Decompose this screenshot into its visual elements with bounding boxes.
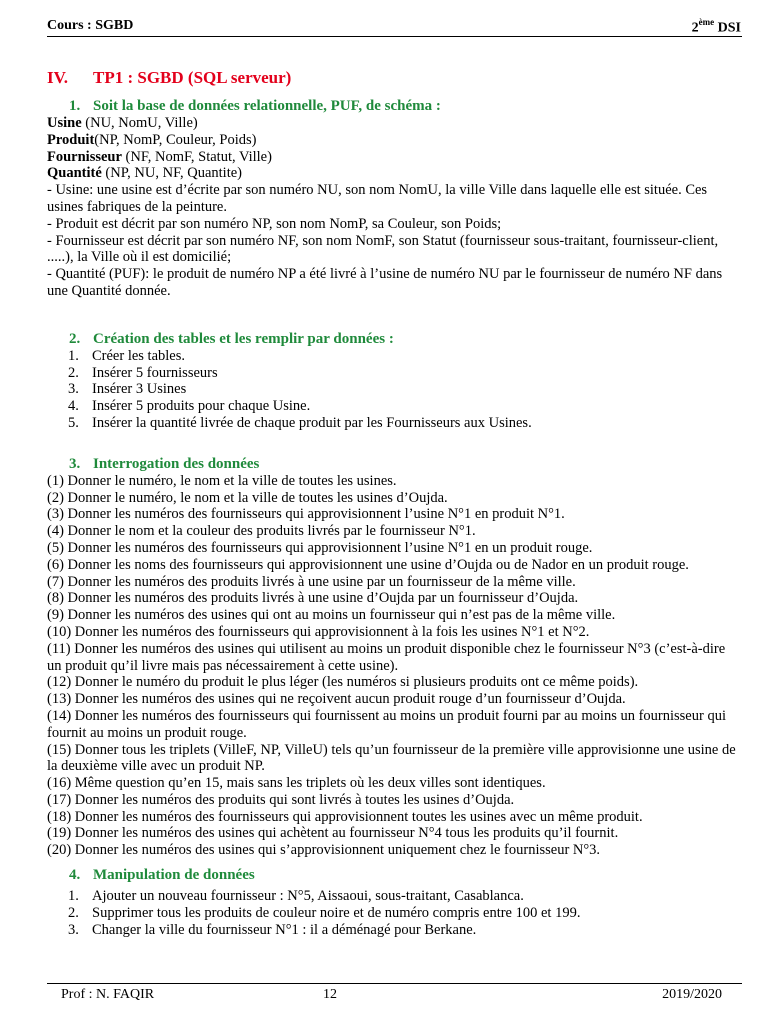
query-item: (1) Donner le numéro, le nom et la ville de toutes les usines. [47,472,397,489]
subsection-4-heading: 4. Manipulation de données [69,867,255,884]
page-number: 12 [323,987,337,1002]
query-item: (11) Donner les numéros des usines qui utilisent au moins un produit disponible chez le fournisseur N°3 (c’est-à-dire un produit qu’il livre mais pas nécessairement à cette usine). [47,640,726,674]
schema-line: Quantité (NP, NU, NF, Quantite) [47,165,242,182]
course-title: Cours : SGBD [47,18,134,33]
query-item: (15) Donner tous les triplets (VilleF, NP, VilleU) tels qu’un fournisseur de la première ville approvisionne une usine de la deuxième ville avec un produit NP. [47,741,736,775]
list-item: 5. Insérer la quantité livrée de chaque produit par les Fournisseurs aux Usines. [68,414,532,431]
query-item: (3) Donner les numéros des fournisseurs qui approvisionnent l’usine N°1 en produit N°1. [47,506,565,523]
query-item: (16) Même question qu’en 15, mais sans les triplets où les deux villes sont identiques. [47,775,546,792]
query-item: (17) Donner les numéros des produits qui sont livrés à toutes les usines d’Oujda. [47,791,515,808]
description-paragraph: - Quantité (PUF): le produit de numéro NP a été livré à l’usine de numéro NU par le fournisseur de numéro NF dans une Quantité donnée. [47,266,723,299]
query-item: (8) Donner les numéros des produits livrés à une usine d’Oujda par un fournisseur d’Oujda. [47,590,579,607]
query-item: (20) Donner les numéros des usines qui s’approvisionnent uniquement chez le fournisseur N°3. [47,842,601,859]
subsection-2-heading: 2. Création des tables et les remplir par données : [69,330,394,347]
list-item: 2. Insérer 5 fournisseurs [68,364,218,381]
page-footer [47,983,742,1008]
manipulation-list [47,888,742,938]
page-header [47,14,742,37]
list-item: 4. Insérer 5 produits pour chaque Usine. [68,398,311,415]
schema-line: Produit(NP, NomP, Couleur, Poids) [47,131,257,148]
query-item: (5) Donner les numéros des fournisseurs qui approvisionnent l’usine N°1 en un produit rouge. [47,539,593,556]
query-item: (7) Donner les numéros des produits livrés à une usine par un fournisseur de la même ville. [47,573,576,590]
list-item: 2. Supprimer tous les produits de couleur noire et de numéro compris entre 100 et 199. [68,904,581,921]
academic-year: 2019/2020 [662,987,722,1002]
schema-description [47,182,742,300]
query-item: (12) Donner le numéro du produit le plus léger (les numéros si plusieurs produits ont ce même poids). [47,674,639,691]
description-paragraph: - Usine: une usine est d’écrite par son numéro NU, son nom NomU, la ville Ville dans laquelle elle est située. Ces usines fabriques de la peinture. [47,182,708,215]
creation-list [47,348,742,432]
author: Prof : N. FAQIR [61,987,155,1002]
query-item: (18) Donner les numéros des fournisseurs qui approvisionnent toutes les usines avec un même produit. [47,808,643,825]
subsection-1-heading: 1. Soit la base de données relationnelle, PUF, de schéma : [69,98,441,114]
list-item: 3. Insérer 3 Usines [68,381,187,398]
query-item: (14) Donner les numéros des fournisseurs qui fournissent au moins un produit fourni par au moins un fournisseur qui fournit au moins un produit rouge. [47,707,726,741]
query-item: (10) Donner les numéros des fournisseurs qui approvisionnent à la fois les usines N°1 et N°2. [47,623,590,640]
query-item: (19) Donner les numéros des usines qui achètent au fournisseur N°4 tous les produits qu’il fournit. [47,825,619,842]
subsection-3-heading: 3. Interrogation des données [69,455,260,472]
query-item: (9) Donner les numéros des usines qui ont au moins un fournisseur qui n’est pas de la même ville. [47,607,616,624]
list-item: 1. Créer les tables. [68,347,186,364]
query-item: (13) Donner les numéros des usines qui ne reçoivent aucun produit rouge d’un fournisseur d’Oujda. [47,691,626,708]
list-item: 3. Changer la ville du fournisseur N°1 : il a déménagé pour Berkane. [68,921,477,938]
query-list [47,473,742,859]
class-label: 2ème DSI [691,17,741,36]
description-paragraph: - Produit est décrit par son numéro NP, son nom NomP, sa Couleur, son Poids; [47,215,502,232]
query-item: (4) Donner le nom et la couleur des produits livrés par le fournisseur N°1. [47,523,476,540]
schema-list [47,115,742,182]
schema-line: Fournisseur (NF, NomF, Statut, Ville) [47,148,272,165]
query-item: (6) Donner les noms des fournisseurs qui approvisionnent une usine d’Oujda ou de Nador en un produit rouge. [47,556,689,573]
document-body [47,67,742,938]
section-heading: IV. TP1 : SGBD (SQL serveur) [47,68,292,87]
description-paragraph: - Fournisseur est décrit par son numéro NF, son nom NomF, son Statut (fournisseur sous-traitant, fournisseur-client, .....), la Ville où il est domicilié; [47,232,719,266]
schema-line: Usine (NU, NomU, Ville) [47,115,198,131]
list-item: 1. Ajouter un nouveau fournisseur : N°5, Aissaoui, sous-traitant, Casablanca. [68,888,524,905]
query-item: (2) Donner le numéro, le nom et la ville de toutes les usines d’Oujda. [47,489,448,506]
